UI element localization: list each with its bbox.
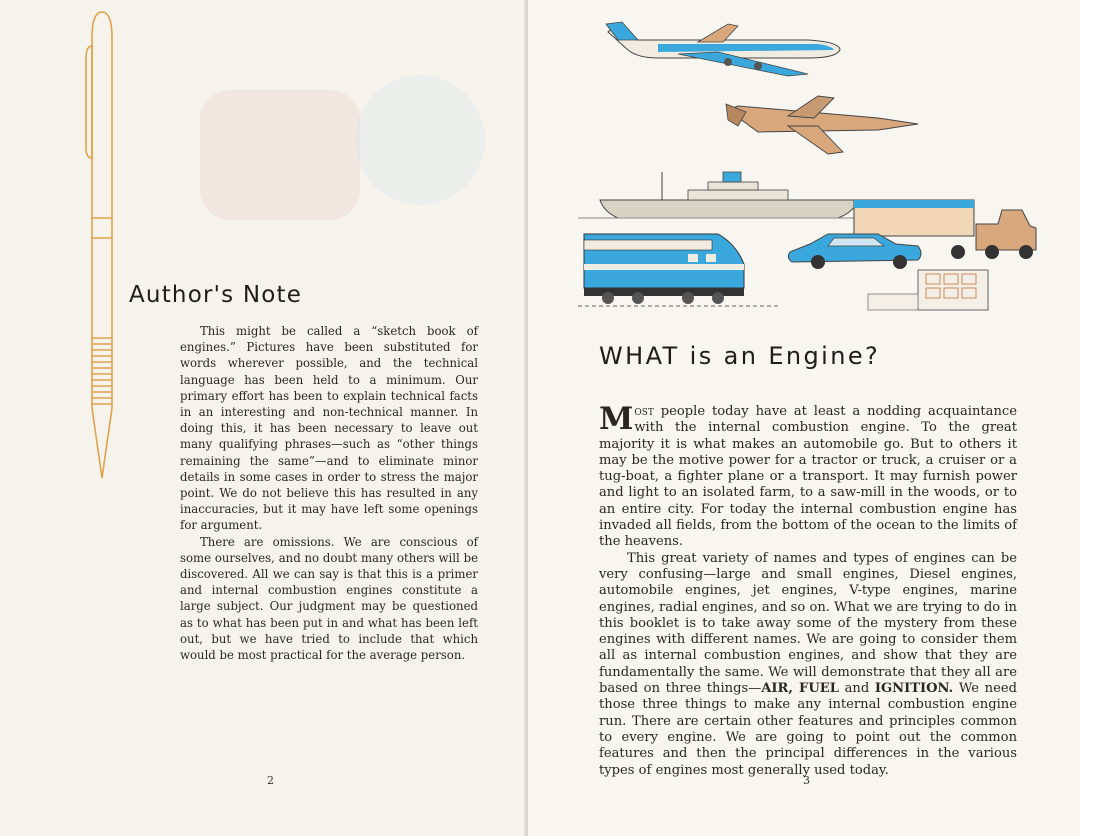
page-number-left: 2 — [267, 774, 274, 787]
pencil-icon — [78, 8, 126, 488]
authors-note-paragraph-2: There are omissions. We are conscious of some ourselves, and no doubt many others will be discovered. All we can say is that this is a primer and internal combustion engines constitute a large subject. Our judgment may be questioned as to what has been put in and what has been left out, but we have tried to include that which would be most practical for the average person. — [180, 534, 478, 663]
show-through-power-illustration — [190, 70, 510, 240]
left-page — [0, 0, 528, 836]
scan-edge — [1080, 0, 1097, 836]
locomotive-icon — [578, 234, 778, 306]
engine-paragraph-1-text: people today have at least a nodding acquaintance with the internal combustion engine. To the great majority it is what makes an automobile go. But to others it may be the motive power for a tractor or truck, a cruiser or a tug-boat, a fighter plane or a transport. It may furnish power and light to an isolated farm, to a saw-mill in the woods, or to an entire city. For today the internal combustion engine has invaded all fields, from the bottom of the ocean to the limits of the heavens. — [599, 404, 1017, 550]
drop-cap: M — [599, 401, 634, 437]
authors-note-paragraph-1: This might be called a “sketch book of engines.” Pictures have been substituted for words wherever possible, and the technical language has been held to a minimum. Our primary effort has been to explain technical facts in an interesting and non-technical manner. In doing this, it has been necessary to leave out many qualifying phrases—such as “other things remaining the same”—and to eliminate minor details in some cases in order to stress the major point. We do not believe this has resulted in any inaccuracies, but it may have left some openings for argument. — [180, 324, 478, 533]
what-is-an-engine-heading: WHAT is an Engine? — [599, 342, 881, 370]
lead-in-smallcaps: ost — [634, 404, 654, 419]
engine-paragraph-2 — [599, 551, 1017, 779]
car-icon — [788, 234, 921, 269]
engine-paragraph-2-text-a: This great variety of names and types of engines can be very confusing—large and small engines, Diesel engines, automobile engines, jet engines, V-type engines, marine engines, radial engines, and so on. What we are trying to do in this booklet is to take away some of the mystery from these engines with different names. We are going to consider them all as internal combustion engines, and show that they are fundamentally the same. We will demonstrate that they all are based on three things— — [599, 550, 1017, 697]
authors-note-body — [180, 323, 478, 663]
authors-note-heading: Author's Note — [129, 282, 303, 308]
airliner-icon — [606, 22, 840, 76]
ship-icon — [578, 172, 878, 218]
air-fuel-bold: AIR, FUEL — [761, 681, 839, 697]
stationary-engine-icon — [868, 270, 988, 310]
ignition-bold: IGNITION. — [874, 681, 954, 697]
page-number-right: 3 — [803, 774, 810, 787]
vehicles-illustration — [578, 14, 1048, 314]
engine-body — [599, 401, 1017, 779]
engine-paragraph-1 — [599, 401, 1017, 551]
engine-paragraph-2-text-b: We need those three things to make any internal combustion engine run. There are certain other features and principles common to every engine. We are going to point out the common features and then the principal differences in the various types of engines most generally used today. — [599, 681, 1017, 778]
engine-paragraph-2-and: and — [838, 681, 875, 697]
jet-fighter-icon — [726, 96, 918, 154]
